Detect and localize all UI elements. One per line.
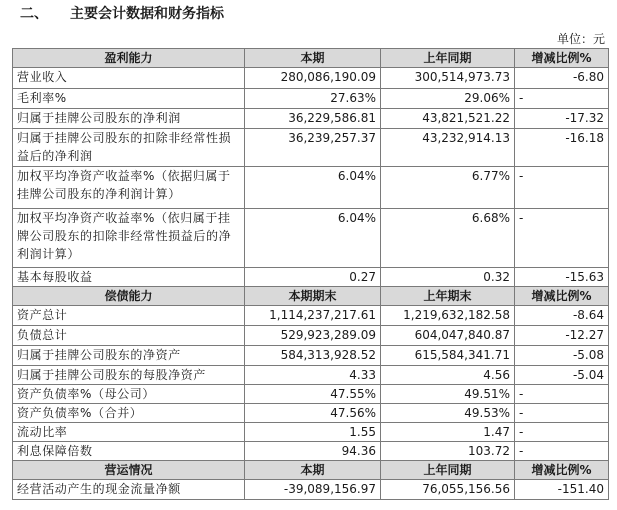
current-value: 529,923,289.09: [245, 326, 381, 346]
change-value: -5.08: [515, 346, 609, 366]
profitability-header-row: [13, 49, 609, 68]
table-row: [13, 423, 609, 442]
row-label: 归属于挂牌公司股东的净利润: [13, 109, 245, 129]
financial-indicators-table: [12, 48, 609, 500]
change-value: -: [515, 89, 609, 109]
table-row: [13, 404, 609, 423]
prior-value: 1,219,632,182.58: [381, 306, 515, 326]
header-cell-current: 本期期末: [245, 287, 381, 306]
row-label: 经营活动产生的现金流量净额: [13, 480, 245, 500]
section-number: 二、: [20, 6, 48, 22]
header-cell-prior: 上年同期: [381, 49, 515, 68]
prior-value: 0.32: [381, 268, 515, 287]
prior-value: 615,584,341.71: [381, 346, 515, 366]
current-value: 6.04%: [245, 209, 381, 268]
row-label: 基本每股收益: [13, 268, 245, 287]
row-label: 归属于挂牌公司股东的每股净资产: [13, 366, 245, 385]
table-row: [13, 366, 609, 385]
prior-value: 43,821,521.22: [381, 109, 515, 129]
row-label: 资产负债率%（合并）: [13, 404, 245, 423]
section-heading: [20, 4, 224, 24]
row-label: 流动比率: [13, 423, 245, 442]
current-value: 36,239,257.37: [245, 129, 381, 167]
current-value: 280,086,190.09: [245, 68, 381, 89]
prior-value: 103.72: [381, 442, 515, 461]
header-cell-category: 盈利能力: [13, 49, 245, 68]
row-label: 营业收入: [13, 68, 245, 89]
current-value: 584,313,928.52: [245, 346, 381, 366]
current-value: 1.55: [245, 423, 381, 442]
current-value: 4.33: [245, 366, 381, 385]
current-value: 94.36: [245, 442, 381, 461]
change-value: -: [515, 442, 609, 461]
table-row: [13, 268, 609, 287]
table-row: [13, 480, 609, 500]
current-value: 47.56%: [245, 404, 381, 423]
prior-value: 4.56: [381, 366, 515, 385]
change-value: -16.18: [515, 129, 609, 167]
table-row: [13, 89, 609, 109]
change-value: -: [515, 209, 609, 268]
header-cell-current: 本期: [245, 461, 381, 480]
row-label: 加权平均净资产收益率%（依归属于挂牌公司股东的扣除非经常性损益后的净利润计算）: [13, 209, 245, 268]
table-row: [13, 346, 609, 366]
header-cell-change: 增减比例%: [515, 461, 609, 480]
prior-value: 29.06%: [381, 89, 515, 109]
current-value: 47.55%: [245, 385, 381, 404]
change-value: -151.40: [515, 480, 609, 500]
unit-label: 单位：元: [556, 32, 605, 46]
change-value: -: [515, 404, 609, 423]
row-label: 毛利率%: [13, 89, 245, 109]
header-cell-current: 本期: [245, 49, 381, 68]
change-value: -: [515, 167, 609, 209]
table-row: [13, 442, 609, 461]
prior-value: 6.77%: [381, 167, 515, 209]
prior-value: 300,514,973.73: [381, 68, 515, 89]
table-row: [13, 129, 609, 167]
solvency-header-row: [13, 287, 609, 306]
current-value: 36,229,586.81: [245, 109, 381, 129]
change-value: -12.27: [515, 326, 609, 346]
current-value: 6.04%: [245, 167, 381, 209]
header-cell-change: 增减比例%: [515, 287, 609, 306]
prior-value: 1.47: [381, 423, 515, 442]
table-row: [13, 167, 609, 209]
table-row: [13, 385, 609, 404]
current-value: 0.27: [245, 268, 381, 287]
change-value: -15.63: [515, 268, 609, 287]
header-cell-prior: 上年期末: [381, 287, 515, 306]
change-value: -8.64: [515, 306, 609, 326]
header-cell-change: 增减比例%: [515, 49, 609, 68]
current-value: -39,089,156.97: [245, 480, 381, 500]
prior-value: 43,232,914.13: [381, 129, 515, 167]
table-row: [13, 68, 609, 89]
table-row: [13, 209, 609, 268]
table-row: [13, 326, 609, 346]
prior-value: 76,055,156.56: [381, 480, 515, 500]
row-label: 利息保障倍数: [13, 442, 245, 461]
operations-header-row: [13, 461, 609, 480]
change-value: -5.04: [515, 366, 609, 385]
row-label: 资产负债率%（母公司）: [13, 385, 245, 404]
header-cell-category: 营运情况: [13, 461, 245, 480]
change-value: -: [515, 385, 609, 404]
header-cell-prior: 上年同期: [381, 461, 515, 480]
table-row: [13, 109, 609, 129]
header-cell-category: 偿债能力: [13, 287, 245, 306]
current-value: 27.63%: [245, 89, 381, 109]
row-label: 加权平均净资产收益率%（依据归属于挂牌公司股东的净利润计算）: [13, 167, 245, 209]
change-value: -: [515, 423, 609, 442]
current-value: 1,114,237,217.61: [245, 306, 381, 326]
prior-value: 6.68%: [381, 209, 515, 268]
change-value: -17.32: [515, 109, 609, 129]
prior-value: 604,047,840.87: [381, 326, 515, 346]
prior-value: 49.51%: [381, 385, 515, 404]
table-row: [13, 306, 609, 326]
change-value: -6.80: [515, 68, 609, 89]
prior-value: 49.53%: [381, 404, 515, 423]
row-label: 归属于挂牌公司股东的扣除非经常性损益后的净利润: [13, 129, 245, 167]
row-label: 归属于挂牌公司股东的净资产: [13, 346, 245, 366]
row-label: 资产总计: [13, 306, 245, 326]
section-title: 主要会计数据和财务指标: [70, 6, 224, 22]
row-label: 负债总计: [13, 326, 245, 346]
